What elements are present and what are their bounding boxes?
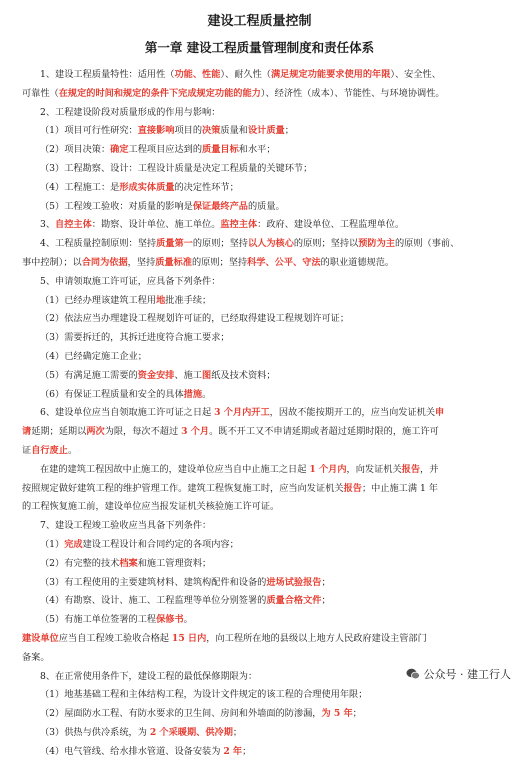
highlighted-text: 报告 — [343, 482, 362, 494]
text-line — [22, 273, 500, 292]
text-line — [22, 367, 500, 386]
text-segment: 和施工管理资料； — [137, 557, 212, 569]
text-segment: ，因故不能按期开工的，应当向发证机关 — [269, 407, 436, 419]
text-segment: ，坚持 — [127, 256, 156, 268]
highlighted-text: 1 个月内 — [309, 463, 347, 475]
highlighted-text: 决策 — [202, 125, 221, 137]
highlighted-text: 3 个月 — [181, 426, 210, 438]
highlighted-text: 2 个采暖期、供冷期 — [149, 726, 233, 738]
text-line — [22, 705, 500, 724]
highlighted-text: 2 年 — [223, 745, 243, 757]
highlighted-text: 请 — [22, 426, 32, 438]
text-segment: （5）工程竣工验收：对质量的影响是 — [40, 200, 193, 212]
highlighted-text: 科学、公平、守法 — [247, 256, 321, 268]
text-line — [22, 141, 500, 160]
text-line — [22, 404, 500, 423]
text-segment: 质量和 — [220, 125, 248, 137]
text-segment: 应当自工程竣工验收合格起 — [58, 632, 172, 644]
text-line — [22, 724, 500, 743]
text-segment: （5）有满足施工需要的 — [40, 369, 138, 381]
text-line — [22, 179, 500, 198]
text-segment: ）、经济性（成本）、节能性、与环境协调性。 — [260, 87, 445, 99]
text-segment: ，向发证机关 — [346, 463, 402, 475]
highlighted-text: 保修书 — [156, 614, 184, 626]
text-line — [22, 536, 500, 555]
text-segment: （6）有保证工程质量和安全的具体 — [40, 388, 184, 400]
text-segment: 纸及技术资料； — [211, 369, 276, 381]
chapter-heading: 第一章 建设工程质量管理制度和责任体系 — [144, 40, 375, 55]
watermark-text: 公众号 · 建工行人 — [423, 668, 511, 681]
text-segment: 、施工 — [174, 369, 203, 381]
watermark — [406, 666, 512, 682]
text-line — [22, 85, 500, 104]
highlighted-text: 申 — [435, 407, 445, 419]
text-line — [22, 555, 500, 574]
highlighted-text: 保证最终产品 — [192, 200, 248, 212]
text-line — [22, 66, 500, 85]
text-segment: ； — [242, 745, 252, 757]
text-segment: ：勘察、设计单位、施工单位。 — [91, 219, 221, 231]
highlighted-text: 质量第一 — [156, 238, 193, 250]
text-segment: 可靠性（ — [22, 87, 59, 99]
highlighted-text: 进场试验报告 — [266, 576, 322, 588]
text-segment: ； — [232, 726, 243, 738]
text-line — [22, 480, 500, 499]
text-segment: 的决定性环节； — [174, 181, 239, 193]
text-line — [22, 743, 500, 761]
text-segment: 的质量。 — [247, 200, 285, 212]
text-segment: （4）已经确定施工企业； — [40, 350, 147, 362]
highlighted-text: 两次 — [86, 426, 105, 438]
text-segment: ； — [284, 125, 294, 137]
text-line — [22, 574, 500, 593]
text-segment: ； — [321, 576, 331, 588]
text-segment: ；中止施工满 1 年 — [361, 482, 438, 494]
highlighted-text: 地 — [156, 294, 166, 306]
text-segment: （5）有施工单位签署的工程 — [40, 614, 157, 626]
text-line — [22, 461, 500, 480]
text-segment: ，并 — [420, 463, 439, 475]
text-segment: （2）屋面防水工程、有防水要求的卫生间、房间和外墙面的防渗漏， — [40, 708, 322, 720]
text-segment: 证 — [22, 444, 32, 456]
text-segment: （3）有工程使用的主要建筑材料、建筑构配件和设备的 — [40, 576, 267, 588]
text-segment: 8、在正常使用条件下，建设工程的最低保修期限为： — [40, 670, 258, 682]
text-segment: 3、 — [40, 219, 56, 231]
highlighted-text: 确定 — [110, 144, 129, 156]
highlighted-text: 档案 — [119, 557, 138, 569]
text-line — [22, 498, 500, 517]
text-segment: 的职业道德规范。 — [320, 256, 395, 268]
text-segment: （3）工程勘察、设计：工程设计质量是决定工程质量的关键环节； — [40, 162, 313, 174]
text-segment: 。 — [202, 388, 212, 400]
text-segment: （2）有完整的技术 — [40, 557, 120, 569]
text-segment: （1）已经办理该建筑工程用 — [40, 294, 157, 306]
text-segment: 1、建设工程质量特性：适用性（ — [40, 69, 175, 80]
text-segment: 的原则（事前、 — [394, 238, 460, 250]
text-segment: 批准手续； — [165, 294, 212, 306]
text-line — [22, 310, 500, 329]
highlighted-text: 质量合格文件 — [266, 595, 322, 607]
highlighted-text: 直接影响 — [137, 125, 175, 137]
text-segment: 按照规定做好建筑工程的维护管理工作。建筑工程恢复施工时，应当向发证机关 — [22, 482, 344, 494]
text-segment: 的工程恢复施工前，建设单位应当报发证机关核验施工许可证。 — [22, 501, 280, 513]
text-segment: （4）电气管线、给水排水管道、设备安装为 — [40, 745, 224, 757]
highlighted-text: 功能、性能 — [174, 69, 221, 80]
highlighted-text: 3 个月内开工 — [214, 407, 270, 419]
text-line — [22, 442, 500, 461]
text-segment: （3）需要拆迁的，其拆迁进度符合施工要求； — [40, 332, 230, 344]
text-segment: （2）项目决策： — [40, 144, 111, 156]
document-title: 建设工程质量控制 — [207, 14, 312, 29]
text-segment: 建设工程设计和合同约定的各项内容； — [82, 538, 239, 550]
highlighted-text: 满足规定功能要求使用的年限 — [270, 69, 391, 80]
highlighted-text: 资金安排 — [137, 369, 175, 381]
text-line — [22, 611, 500, 630]
highlighted-text: 自控主体 — [55, 219, 92, 231]
text-line — [22, 592, 500, 611]
text-segment: 。 — [183, 614, 193, 626]
text-segment: 2、工程建设阶段对质量形成的作用与影响： — [40, 106, 221, 118]
text-segment: ）、安全性、 — [390, 69, 441, 80]
text-segment: （1） — [40, 538, 65, 550]
text-segment: 。 — [67, 444, 78, 456]
text-line — [22, 630, 500, 649]
text-line — [22, 348, 500, 367]
text-segment: ； — [352, 708, 362, 720]
text-line — [22, 329, 500, 348]
highlighted-text: 在规定的时间和规定的条件下完成规定功能的能力 — [58, 87, 261, 99]
text-line — [22, 686, 500, 705]
text-segment: 工程项目应达到的 — [128, 144, 203, 156]
text-segment: 和水平； — [238, 144, 276, 156]
text-line — [22, 122, 500, 141]
highlighted-text: 建设单位 — [22, 632, 59, 644]
text-segment: 事中控制）；以 — [22, 256, 82, 268]
highlighted-text: 质量标准 — [155, 256, 192, 268]
highlighted-text: 15 日内 — [171, 632, 207, 644]
highlighted-text: 预防为主 — [358, 238, 395, 250]
highlighted-text: 合同为依据 — [81, 256, 128, 268]
highlighted-text: 自行废止 — [31, 444, 68, 456]
text-line — [22, 292, 500, 311]
highlighted-text: 措施 — [183, 388, 203, 400]
text-segment: 为限，每次不超过 — [104, 426, 182, 438]
text-segment: ）、耐久性（ — [220, 69, 271, 80]
text-line — [22, 386, 500, 405]
text-segment: 。既不开工又不申请延期或者超过延期时限的，施工许可 — [209, 426, 439, 438]
text-line — [22, 423, 500, 442]
text-segment: 5、申请领取施工许可证，应具备下列条件： — [40, 275, 221, 287]
text-line — [22, 160, 500, 179]
highlighted-text: 图 — [202, 369, 212, 381]
text-segment: （2）依法应当办理建设工程规划许可证的，已经取得建设工程规划许可证； — [40, 313, 350, 325]
highlighted-text: 为 5 年 — [321, 708, 353, 720]
text-segment: ； — [321, 595, 331, 607]
text-segment: 的原则；坚持以 — [293, 238, 359, 250]
document-body — [22, 66, 500, 761]
highlighted-text: 完成 — [64, 538, 83, 550]
highlighted-text: 监控主体 — [220, 219, 258, 231]
text-line — [22, 517, 500, 536]
text-segment: 7、建设工程竣工验收应当具备下列条件： — [40, 520, 212, 532]
wechat-icon — [406, 668, 420, 680]
text-segment: 的原则；坚持 — [191, 256, 248, 268]
text-segment: 的原则；坚持 — [192, 238, 248, 250]
text-segment: 备案。 — [22, 651, 50, 663]
text-segment: 项目的 — [174, 125, 203, 137]
highlighted-text: 设计质量 — [247, 125, 285, 137]
text-segment: ：政府、建设单位、工程监理单位。 — [257, 219, 405, 231]
text-line — [22, 649, 500, 668]
text-segment: （1）项目可行性研究： — [40, 125, 138, 137]
text-segment: （4）有勘察、设计、施工、工程监理等单位分别签署的 — [40, 595, 267, 607]
text-line — [22, 198, 500, 217]
text-line — [22, 254, 500, 273]
text-segment: 延期；延期以 — [31, 426, 87, 438]
text-segment: 在建的建筑工程因故中止施工的，建设单位应当自中止施工之日起 — [40, 463, 310, 475]
text-segment: （4）工程施工：是 — [40, 181, 120, 193]
text-segment: 4、工程质量控制原则：坚持 — [40, 238, 157, 250]
text-line — [22, 216, 500, 235]
text-line — [22, 235, 500, 254]
text-segment: （1）地基基础工程和主体结构工程，为设计文件规定的该工程的合理使用年限； — [40, 689, 368, 701]
highlighted-text: 质量目标 — [202, 144, 239, 156]
highlighted-text: 形成实体质量 — [119, 181, 175, 193]
text-segment: （3）供热与供冷系统，为 — [40, 726, 150, 738]
highlighted-text: 以人为核心 — [247, 238, 294, 250]
highlighted-text: 报告 — [401, 463, 421, 475]
text-segment: ，向工程所在地的县级以上地方人民政府建设主管部门 — [206, 632, 427, 644]
text-line — [22, 104, 500, 123]
text-segment: 6、建设单位应当自领取施工许可证之日起 — [40, 407, 215, 419]
